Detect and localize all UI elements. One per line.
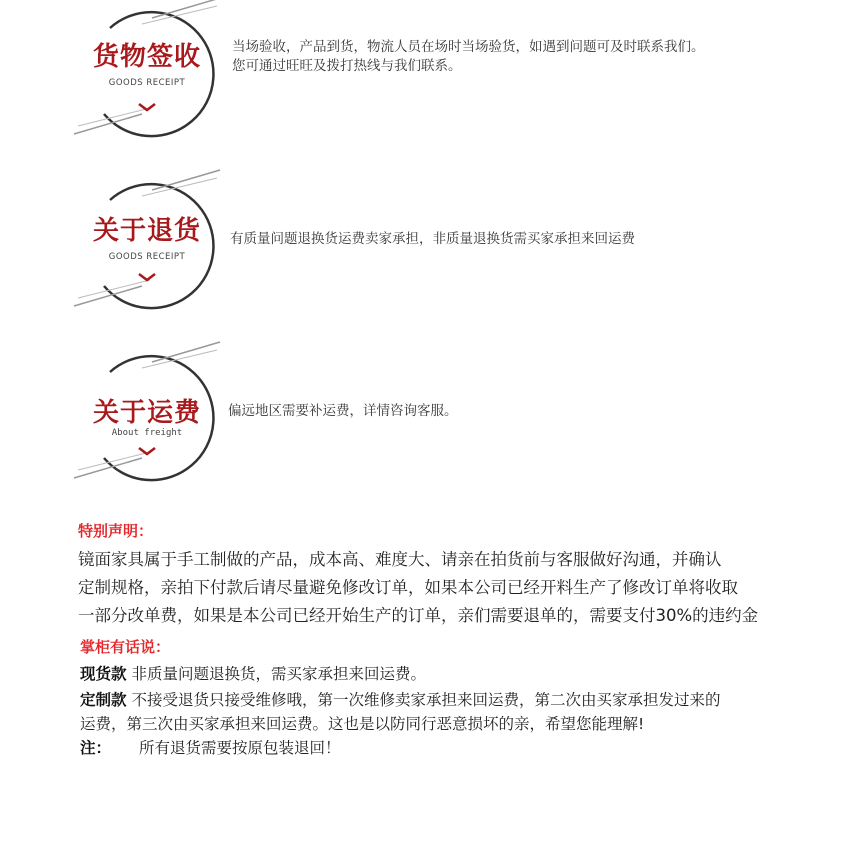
- special-notice-heading: 特别声明：: [78, 522, 154, 540]
- keeper-notes-heading: 掌柜有话说：: [80, 638, 171, 656]
- note-text: 所有退货需要按原包装退回！: [139, 739, 341, 757]
- section-subtitle: GOODS RECEIPT: [108, 78, 186, 88]
- badge-about-returns: [72, 168, 222, 318]
- special-notice-line: 镜面家具属于手工制做的产品，成本高、难度大、请亲在拍货前与客服做好沟通，并确认: [78, 550, 722, 569]
- stock-item-text: 非质量问题退换货，需买家承担来回运费。: [126, 665, 426, 683]
- custom-item-line-continued: 运费，第三次由买家承担来回运费。这也是以防同行恶意损坏的亲，希望您能理解!: [80, 715, 645, 733]
- section-description: [230, 230, 635, 249]
- badge-ring-icon: [72, 0, 222, 146]
- badge-about-freight: [72, 340, 222, 490]
- section-subtitle: About freight: [111, 428, 183, 438]
- special-notice-line: 定制规格，亲拍下付款后请尽量避免修改订单，如果本公司已经开料生产了修改订单将收取: [78, 578, 738, 597]
- description-line: 有质量问题退换货运费卖家承担，非质量退换货需买家承担来回运费: [230, 231, 635, 247]
- section-description: [228, 402, 458, 421]
- special-notice-line: 一部分改单费，如果是本公司已经开始生产的订单，亲们需要退单的，需要支付30%的违约金: [78, 606, 759, 625]
- badge-goods-receipt: [72, 0, 222, 146]
- note-line: [80, 736, 341, 758]
- note-label: 注：: [80, 739, 112, 757]
- section-title: 关于运费: [92, 398, 201, 428]
- custom-item-text: 不接受退货只接受维修哦，第一次维修卖家承担来回运费，第二次由买家承担发过来的: [126, 691, 721, 709]
- custom-item-line: [80, 688, 720, 710]
- section-title: 关于退货: [92, 216, 201, 246]
- stock-item-label: 现货款: [80, 665, 127, 683]
- stock-item-line: [80, 662, 426, 684]
- description-line: 偏远地区需要补运费，详情咨询客服。: [228, 403, 458, 419]
- section-title: 货物签收: [92, 42, 201, 72]
- description-line: 您可通过旺旺及拨打热线与我们联系。: [232, 58, 462, 74]
- custom-item-label: 定制款: [80, 691, 127, 709]
- section-subtitle: GOODS RECEIPT: [108, 252, 186, 262]
- description-line: 当场验收，产品到货，物流人员在场时当场验货，如遇到问题可及时联系我们。: [232, 39, 705, 55]
- section-description: [232, 38, 705, 76]
